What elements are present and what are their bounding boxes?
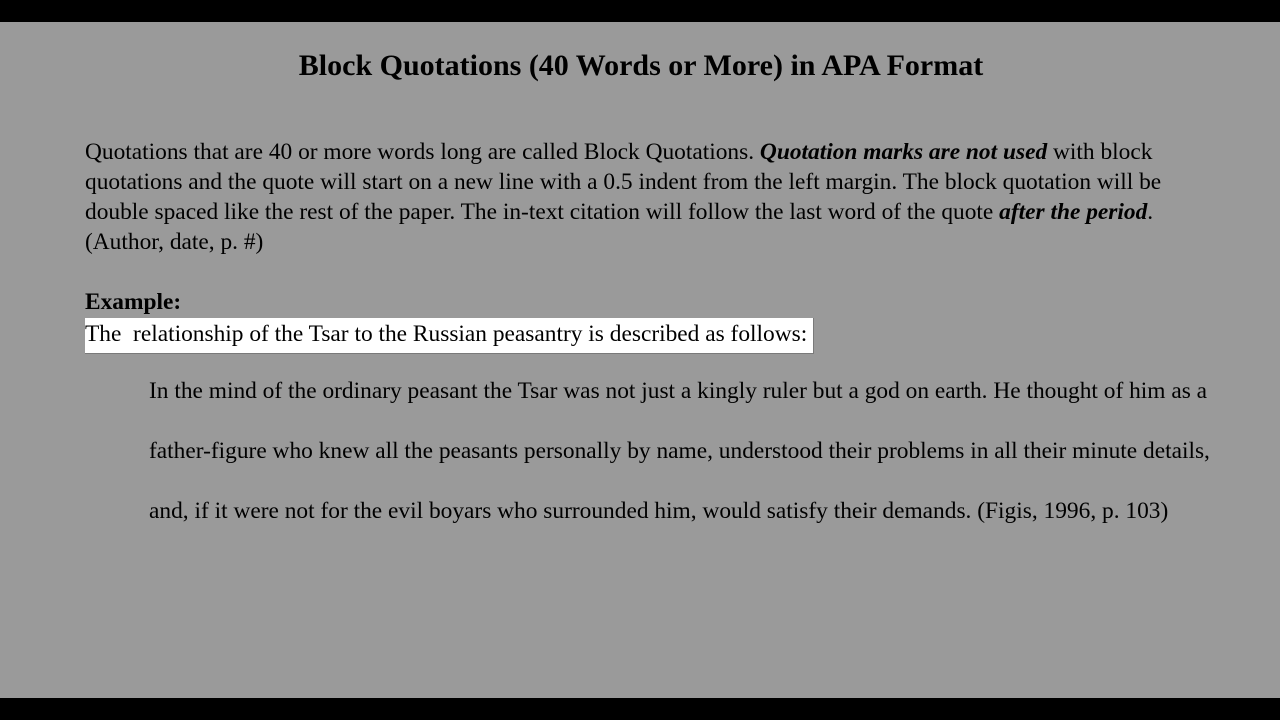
example-lead-in-highlight: The relationship of the Tsar to the Russian peasantry is described as follows:	[85, 318, 814, 354]
intro-emphasis-no-quotation-marks: Quotation marks are not used	[759, 139, 1048, 165]
intro-emphasis-after-period: after the period	[999, 199, 1148, 225]
intro-paragraph	[85, 137, 1195, 257]
example-label: Example:	[85, 289, 182, 315]
slide-title: Block Quotations (40 Words or More) in APA Format	[298, 49, 984, 82]
intro-text-3: . (Author, date, p. #)	[85, 199, 1154, 255]
intro-text-1: Quotations that are 40 or more words long are called Block Quotations.	[85, 139, 760, 165]
intro-text-2: with block quotations and the quote will start on a new line with a 0.5 indent from the left margin. The block quotation will be double spaced like the rest of the paper. The in-text citation will follow the last word of the quote	[85, 139, 1162, 225]
block-quotation: In the mind of the ordinary peasant the Tsar was not just a kingly ruler but a god on earth. He thought of him as a father-figure who knew all the peasants personally by name, understood their problems in all their minute details, and, if it were not for the evil boyars who surrounded him, would satisfy their demands. (Figis, 1996, p. 103)	[149, 378, 1210, 524]
slide	[0, 22, 1280, 698]
